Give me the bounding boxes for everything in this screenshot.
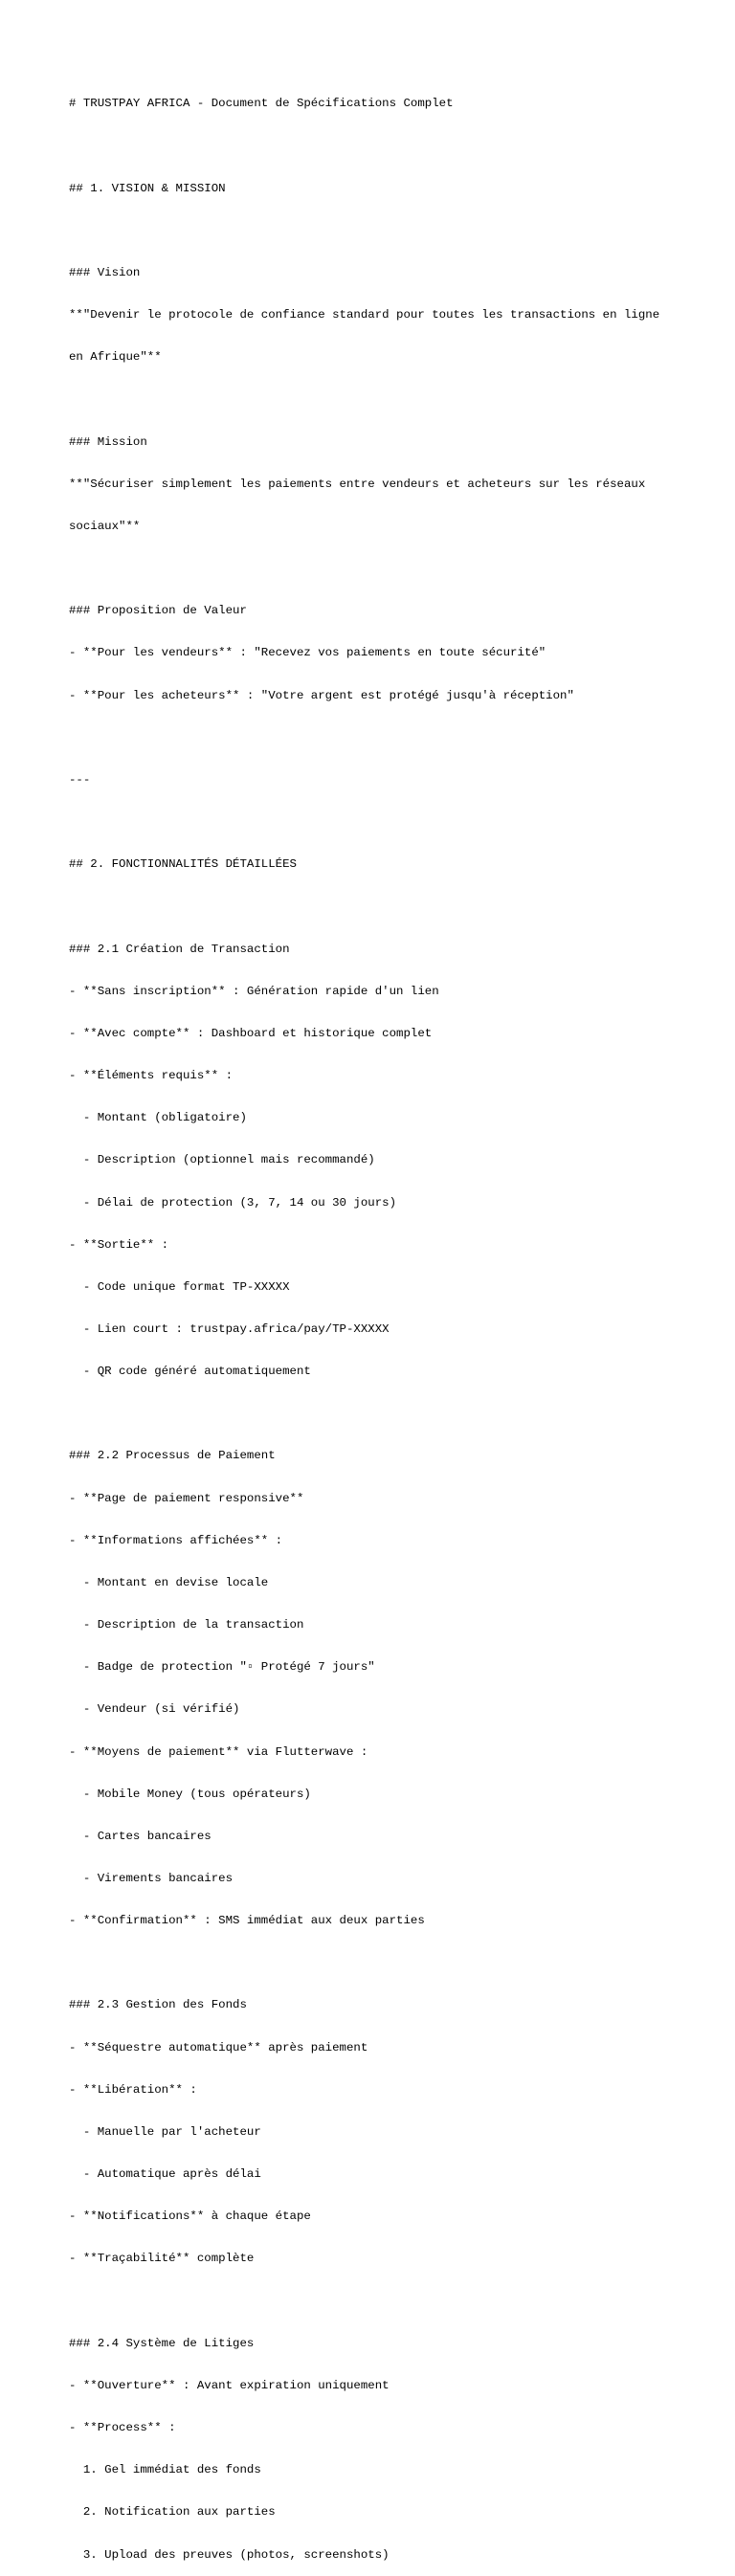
blank-line bbox=[69, 2295, 681, 2309]
blank-line bbox=[69, 899, 681, 914]
list-subitem: - Description (optionnel mais recommandé) bbox=[69, 1153, 375, 1167]
list-subitem: - Virements bancaires bbox=[69, 1872, 234, 1885]
list-item: - **Sans inscription** : Génération rapide d'un lien bbox=[69, 984, 439, 998]
section-heading: ## 2. FONCTIONNALITÉS DÉTAILLÉES bbox=[69, 857, 297, 872]
list-item: - **Traçabilité** complète bbox=[69, 2252, 255, 2266]
list-item: - **Pour les acheteurs** : "Votre argent est protégé jusqu'à réception" bbox=[69, 688, 574, 702]
numbered-subitem: 2. Notification aux parties bbox=[69, 2505, 276, 2520]
blank-line bbox=[69, 562, 681, 576]
document-body bbox=[69, 69, 681, 2576]
list-subitem: - QR code généré automatiquement bbox=[69, 1365, 311, 1379]
subsection-heading: ### 2.2 Processus de Paiement bbox=[69, 1449, 276, 1463]
subsection-heading: ### 2.3 Gestion des Fonds bbox=[69, 1998, 247, 2012]
list-subitem: - Vendeur (si vérifié) bbox=[69, 1702, 240, 1717]
blank-line bbox=[69, 1407, 681, 1421]
horizontal-rule: --- bbox=[69, 772, 91, 787]
blank-line bbox=[69, 393, 681, 408]
list-item: - **Notifications** à chaque étape bbox=[69, 2210, 311, 2224]
text-line: sociaux"** bbox=[69, 520, 141, 533]
list-item: - **Libération** : bbox=[69, 2082, 197, 2097]
list-item: - **Moyens de paiement** via Flutterwave : bbox=[69, 1744, 368, 1759]
subsection-heading: ### 2.1 Création de Transaction bbox=[69, 942, 290, 956]
numbered-subitem: 1. Gel immédiat des fonds bbox=[69, 2463, 261, 2477]
list-subitem: - Délai de protection (3, 7, 14 ou 30 jours) bbox=[69, 1195, 397, 1210]
list-item: - **Pour les vendeurs** : "Recevez vos paiements en toute sécurité" bbox=[69, 646, 546, 660]
list-item: - **Séquestre automatique** après paiement bbox=[69, 2040, 368, 2054]
list-subitem: - Cartes bancaires bbox=[69, 1829, 212, 1843]
blank-line bbox=[69, 1956, 681, 1970]
text-line: **"Devenir le protocole de confiance standard pour toutes les transactions en ligne bbox=[69, 308, 660, 322]
list-item: - **Confirmation** : SMS immédiat aux deux parties bbox=[69, 1914, 425, 1928]
list-subitem: - Manuelle par l'acheteur bbox=[69, 2124, 261, 2139]
blank-line bbox=[69, 140, 681, 154]
list-item: - **Page de paiement responsive** bbox=[69, 1491, 304, 1505]
list-item: - **Informations affichées** : bbox=[69, 1533, 283, 1547]
list-subitem: - Mobile Money (tous opérateurs) bbox=[69, 1787, 311, 1801]
list-item: - **Sortie** : bbox=[69, 1237, 169, 1252]
subsection-heading: ### Vision bbox=[69, 266, 141, 280]
section-heading: ## 1. VISION & MISSION bbox=[69, 181, 226, 195]
list-subitem: - Montant en devise locale bbox=[69, 1575, 269, 1589]
subsection-heading: ### Proposition de Valeur bbox=[69, 604, 247, 618]
list-item: - **Avec compte** : Dashboard et historique complet bbox=[69, 1026, 433, 1040]
list-subitem: - Lien court : trustpay.africa/pay/TP-XXXXX bbox=[69, 1321, 390, 1336]
text-line: **"Sécuriser simplement les paiements entre vendeurs et acheteurs sur les réseaux bbox=[69, 477, 646, 491]
list-subitem: - Code unique format TP-XXXXX bbox=[69, 1279, 290, 1294]
list-subitem: - Description de la transaction bbox=[69, 1618, 304, 1632]
subsection-heading: ### Mission bbox=[69, 434, 147, 449]
list-subitem: - Badge de protection "▫ Protégé 7 jours" bbox=[69, 1660, 375, 1675]
doc-title: # TRUSTPAY AFRICA - Document de Spécifications Complet bbox=[69, 97, 454, 111]
list-item: - **Éléments requis** : bbox=[69, 1069, 234, 1083]
list-item: - **Process** : bbox=[69, 2421, 176, 2435]
blank-line bbox=[69, 224, 681, 238]
text-line: en Afrique"** bbox=[69, 350, 162, 365]
blank-line bbox=[69, 815, 681, 830]
subsection-heading: ### 2.4 Système de Litiges bbox=[69, 2336, 255, 2350]
list-subitem: - Montant (obligatoire) bbox=[69, 1111, 247, 1125]
blank-line bbox=[69, 731, 681, 745]
list-item: - **Ouverture** : Avant expiration uniquement bbox=[69, 2378, 390, 2392]
list-subitem: - Automatique après délai bbox=[69, 2167, 261, 2182]
numbered-subitem: 3. Upload des preuves (photos, screenshots) bbox=[69, 2547, 390, 2562]
